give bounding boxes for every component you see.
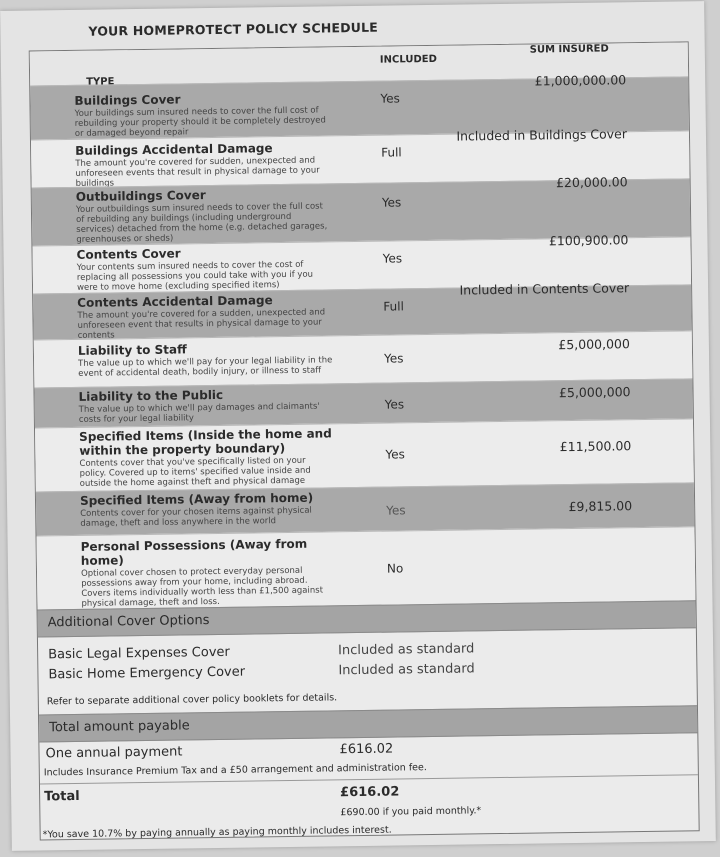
cover-name: Liability to the Public: [78, 387, 224, 404]
cover-name: Specified Items (Inside the home and within the property boundary): [79, 426, 332, 458]
cover-sum-insured: £20,000.00: [555, 174, 628, 191]
additional-item-name: Basic Home Emergency Cover: [48, 664, 246, 683]
cover-description: Your contents sum insured needs to cover the cost of replacing all possessions you could take with you if you were to move home (excluding specified items): [76, 259, 314, 293]
cover-sum-insured: £5,000,000: [558, 336, 630, 353]
total-value: £616.02: [340, 784, 400, 801]
cover-name: Specified Items (Away from home): [79, 490, 314, 508]
cover-description: Optional cover chosen to protect everyday personal possessions away from your home, including abroad. Covers items individually worth less than £1,500 against physical damage, theft and loss.: [80, 565, 324, 609]
header-included: INCLUDED: [379, 53, 437, 66]
cover-included: Full: [381, 145, 402, 160]
payment-label: One annual payment: [45, 744, 183, 762]
cover-included: Yes: [383, 351, 404, 366]
header-type: TYPE: [86, 76, 115, 88]
cover-sum-insured: £100,900.00: [548, 232, 629, 249]
cover-name: Personal Possessions (Away from home): [80, 536, 308, 568]
cover-sum-insured: Included in Contents Cover: [459, 280, 630, 298]
additional-item-status: Included as standard: [338, 641, 475, 659]
cover-description: The amount you're covered for a sudden, unexpected and unforeseen event that results in physical damage to your contents: [77, 307, 326, 341]
cover-name: Liability to Staff: [77, 342, 187, 358]
footnote: *You save 10.7% by paying annually as paying monthly includes interest.: [42, 824, 392, 841]
cover-sum-insured: £9,815.00: [568, 498, 633, 515]
cover-name: Buildings Cover: [74, 92, 181, 108]
table-row: [36, 526, 695, 609]
cover-included: Full: [383, 299, 404, 314]
monthly-note: £690.00 if you paid monthly.*: [340, 805, 482, 819]
cover-name: Contents Cover: [76, 246, 181, 262]
cover-description: Your buildings sum insured needs to cover the full cost of rebuilding your property should it be completely destroyed or damaged beyond repair: [74, 105, 326, 139]
cover-name: Buildings Accidental Damage: [75, 141, 273, 158]
tax-note: Includes Insurance Premium Tax and a £50 arrangement and administration fee.: [43, 762, 427, 779]
policy-schedule-page: [0, 1, 716, 851]
cover-sum-insured: £1,000,000.00: [534, 72, 627, 89]
cover-sum-insured: £5,000,000: [558, 384, 631, 401]
cover-description: Contents cover that you've specifically listed on your policy. Covered up to items' specified value inside and outside the home against theft and physical damage: [79, 455, 311, 489]
cover-included: Yes: [381, 195, 402, 210]
additional-item-status: Included as standard: [338, 661, 475, 679]
additional-note: Refer to separate additional cover policy booklets for details.: [46, 692, 338, 708]
payment-value: £616.02: [339, 741, 394, 758]
cover-included: Yes: [384, 397, 405, 412]
cover-description: The amount you're covered for sudden, unexpected and unforeseen events that result in physical damage to your buildings: [75, 155, 320, 189]
total-label: Total: [44, 788, 80, 805]
schedule-table: [29, 41, 700, 840]
header-sum-insured: SUM INSURED: [529, 43, 609, 56]
cover-sum-insured: Included in Buildings Cover: [456, 126, 628, 144]
cover-name: Contents Accidental Damage: [77, 293, 273, 310]
cover-name: Outbuildings Cover: [75, 188, 206, 204]
cover-description: The value up to which we'll pay for your legal liability in the event of accidental death, bodily injury, or illness to staff: [78, 355, 333, 379]
total-heading: Total amount payable: [39, 705, 697, 742]
cover-included: Yes: [382, 251, 403, 266]
page-title: YOUR HOMEPROTECT POLICY SCHEDULE: [88, 19, 379, 39]
cover-included: Yes: [386, 503, 406, 518]
additional-cover-heading: Additional Cover Options: [38, 600, 696, 637]
cover-included: Yes: [385, 447, 405, 462]
cover-included: No: [386, 561, 404, 576]
table-row: [35, 418, 694, 491]
cover-description: The value up to which we'll pay damages and claimants' costs for your legal liability: [78, 401, 320, 425]
cover-sum-insured: £11,500.00: [559, 438, 632, 455]
cover-description: Contents cover for your chosen items against physical damage, theft and loss anywhere in the world: [80, 505, 312, 529]
cover-included: Yes: [380, 91, 400, 106]
cover-description: Your outbuildings sum insured needs to cover the full cost of rebuilding any buildings (including underground services) detached from the home (e.g. detached garages, greenhouses or sheds): [75, 201, 328, 245]
additional-item-name: Basic Legal Expenses Cover: [48, 644, 230, 663]
